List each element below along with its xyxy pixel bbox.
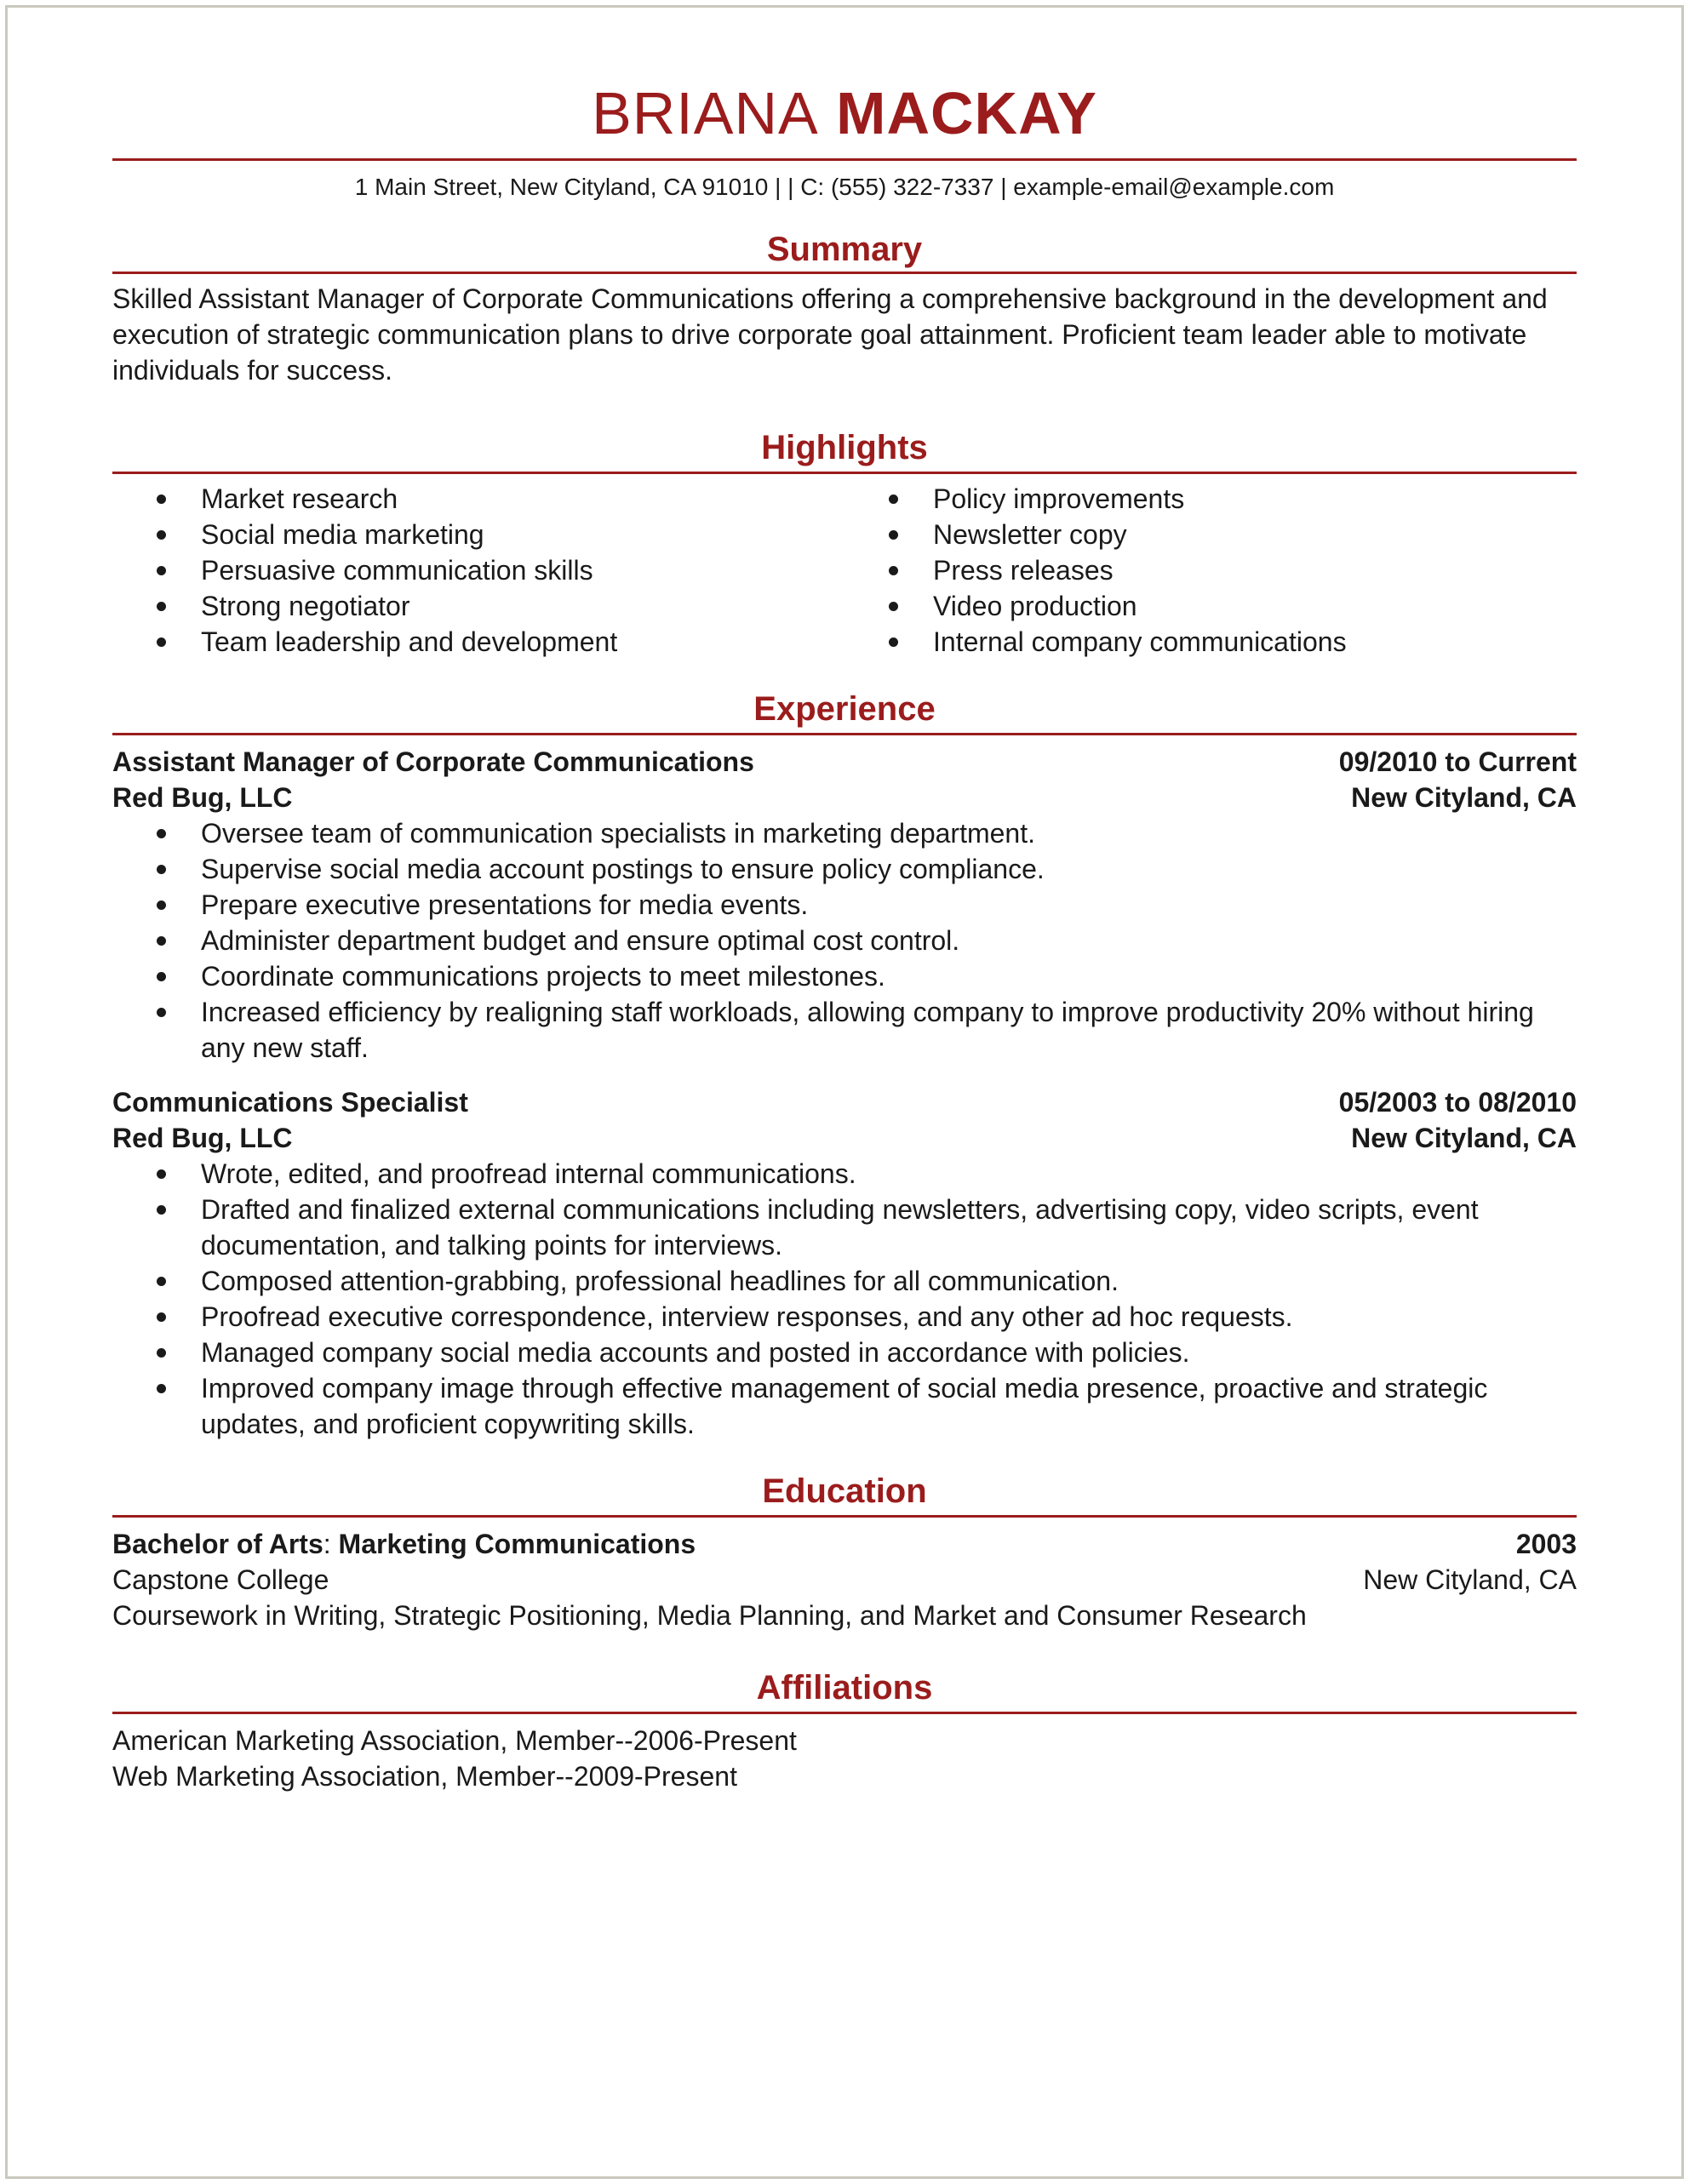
- list-item: Wrote, edited, and proofread internal communications.: [112, 1156, 1577, 1192]
- job-dates: 09/2010 to Current: [1338, 746, 1577, 777]
- list-item: Improved company image through effective management of social media presence, proactive and strategic updates, and proficient copywriting skills.: [112, 1370, 1577, 1442]
- education-section: [112, 1471, 1577, 1633]
- summary-heading: Summary: [766, 231, 923, 268]
- summary-divider: [112, 272, 1577, 274]
- highlights-right-list: [844, 481, 1577, 660]
- highlights-heading: Highlights: [761, 429, 928, 466]
- job-entry: [112, 1084, 1577, 1442]
- list-item: Supervise social media account postings to ensure policy compliance.: [112, 851, 1577, 887]
- degree-name: Bachelor of Arts: [112, 1529, 323, 1559]
- last-name: MACKAY: [836, 80, 1097, 146]
- contact-line: 1 Main Street, New Cityland, CA 91010 | | C: (555) 322-7337 | example-email@example.com: [354, 174, 1335, 200]
- job-company: Red Bug, LLC: [112, 1123, 293, 1153]
- job-title: Assistant Manager of Corporate Communications: [112, 746, 754, 777]
- list-item: Proofread executive correspondence, interview responses, and any other ad hoc requests.: [112, 1299, 1577, 1335]
- education-heading: Education: [762, 1472, 927, 1510]
- graduation-year: 2003: [1515, 1529, 1577, 1559]
- list-item: Market research: [112, 481, 844, 517]
- job-location: New Cityland, CA: [1351, 782, 1577, 813]
- job-company: Red Bug, LLC: [112, 782, 293, 813]
- experience-divider: [112, 733, 1577, 735]
- experience-section: [112, 689, 1577, 1442]
- coursework: Coursework in Writing, Strategic Positioning, Media Planning, and Market and Consumer Research: [112, 1600, 1307, 1631]
- job-company-row: [112, 1120, 1577, 1156]
- school-location: New Cityland, CA: [1363, 1564, 1577, 1595]
- list-item: Coordinate communications projects to meet milestones.: [112, 958, 1577, 994]
- list-item: Internal company communications: [844, 624, 1577, 660]
- job-entry: [112, 744, 1577, 1066]
- affiliation-item: Web Marketing Association, Member--2009-Present: [112, 1761, 737, 1792]
- list-item: Increased efficiency by realigning staff workloads, allowing company to improve productivity 20% without hiring any new staff.: [112, 994, 1577, 1066]
- list-item: Drafted and finalized external communications including newsletters, advertising copy, video scripts, event documentation, and talking points for interviews.: [112, 1192, 1577, 1263]
- affiliations-divider: [112, 1712, 1577, 1714]
- degree-separator: :: [323, 1529, 339, 1559]
- experience-heading: Experience: [753, 690, 936, 728]
- job-location: New Cityland, CA: [1351, 1123, 1577, 1153]
- job-duties-list: [112, 815, 1577, 1066]
- highlights-section: [112, 427, 1577, 660]
- affiliation-item: American Marketing Association, Member--2006-Present: [112, 1725, 797, 1756]
- list-item: Composed attention-grabbing, professional headlines for all communication.: [112, 1263, 1577, 1299]
- list-item: Team leadership and development: [112, 624, 844, 660]
- header-divider: [112, 158, 1577, 161]
- list-item: Strong negotiator: [112, 588, 844, 624]
- degree-line: [112, 1526, 696, 1562]
- affiliations-section: [112, 1667, 1577, 1794]
- school-row: [112, 1562, 1577, 1598]
- school-name: Capstone College: [112, 1564, 329, 1595]
- degree-field: Marketing Communications: [338, 1529, 696, 1559]
- list-item: Policy improvements: [844, 481, 1577, 517]
- education-divider: [112, 1515, 1577, 1518]
- job-duties-list: [112, 1156, 1577, 1442]
- list-item: Persuasive communication skills: [112, 552, 844, 588]
- affiliations-heading: Affiliations: [756, 1669, 933, 1707]
- summary-section: [112, 229, 1577, 388]
- highlights-left-list: [112, 481, 844, 660]
- summary-text: Skilled Assistant Manager of Corporate Communications offering a comprehensive background in the development and execution of strategic communication plans to drive corporate goal attainment. Proficient team leader able to motivate individuals for success.: [112, 283, 1548, 386]
- list-item: Prepare executive presentations for media events.: [112, 887, 1577, 923]
- highlights-columns: [112, 481, 1577, 660]
- candidate-name: [112, 77, 1577, 150]
- job-header-row: [112, 1084, 1577, 1120]
- job-dates: 05/2003 to 08/2010: [1338, 1087, 1577, 1118]
- list-item: Video production: [844, 588, 1577, 624]
- job-title: Communications Specialist: [112, 1087, 468, 1118]
- list-item: Administer department budget and ensure optimal cost control.: [112, 923, 1577, 958]
- list-item: Newsletter copy: [844, 517, 1577, 552]
- job-header-row: [112, 744, 1577, 780]
- job-company-row: [112, 780, 1577, 815]
- list-item: Managed company social media accounts and posted in accordance with policies.: [112, 1335, 1577, 1370]
- highlights-divider: [112, 472, 1577, 474]
- list-item: Press releases: [844, 552, 1577, 588]
- list-item: Oversee team of communication specialists in marketing department.: [112, 815, 1577, 851]
- first-name: BRIANA: [592, 80, 819, 146]
- list-item: Social media marketing: [112, 517, 844, 552]
- degree-row: [112, 1526, 1577, 1562]
- resume-document: [112, 77, 1577, 1794]
